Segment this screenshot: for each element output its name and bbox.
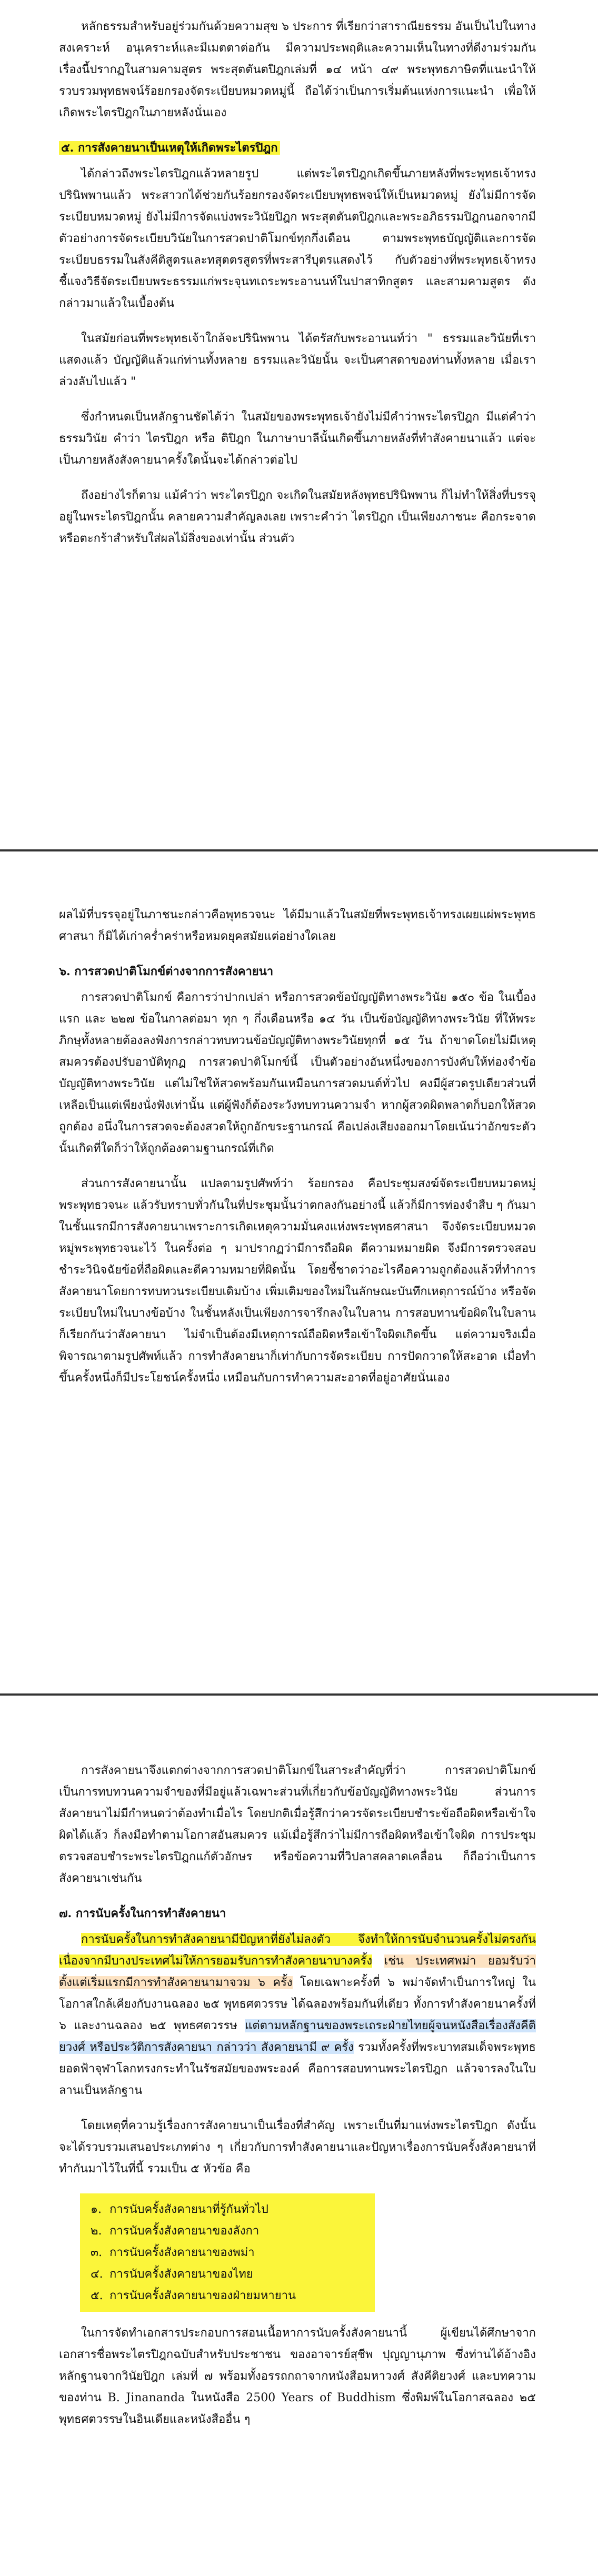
section-heading-6: ๖. การสวดปาติโมกข์ต่างจากการสังคายนา	[59, 965, 274, 978]
paragraph: ถึงอย่างไรก็ตาม แม้คำว่า พระไตรปิฎก จะเกิดในสมัยหลังพุทธปรินิพพาน ก็ไม่ทำให้สิ่งที่บรรจุอยู่ในพระไตรปิฎกนั้น คลายความสำคัญลงเลย เพราะคำว่า ไตรปิฎก เป็นเพียงภาชนะ คือกระจาดหรือตะกร้าสำหรับใส่ผลไม้สิ่งของเท่านั้น ส่วนตัว	[59, 489, 536, 545]
list-item: ๕. การนับครั้งสังคายนาของฝ่ายมหายาน	[91, 2289, 296, 2302]
list-item: ๑. การนับครั้งสังคายนาที่รู้กันทั่วไป	[91, 2203, 268, 2216]
paragraph: ในสมัยก่อนที่พระพุทธเจ้าใกล้จะปรินิพพาน ได้ตรัสกับพระอานนท์ว่า " ธรรมและวินัยที่เราแสดงแล้ว บัญญัติแล้วแก่ท่านทั้งหลาย ธรรมและวินัยนั้น จะเป็นศาสดาของท่านทั้งหลาย เมื่อเราล่วงลับไปแล้ว "	[59, 332, 536, 388]
highlight-peach-span: เช่น ประเทศพม่า ยอมรับว่าตั้งแต่เริ่มแรกมีการทำสังคายนามาจวม ๖ ครั้ง	[59, 1954, 536, 1989]
paragraph: ได้กล่าวถึงพระไตรปิฎกแล้วหลายรูป แต่พระไตรปิฎกเกิดขึ้นภายหลังที่พระพุทธเจ้าทรงปรินิพพานแล้ว พระสาวกได้ช่วยกันร้อยกรองจัดระเบียบพุทธพจน์ให้เป็นหมวดหมู่ ยังไม่มีการจัดระเบียบหมวดหมู่ ยังไม่มีการจัดแบ่งพระวินัยปิฎก พระสุตตันตปิฎกและพระอภิธรรมปิฎกนอกจากมีตัวอย่างการจัดระเบียบวินัยในการสวดปาติโมกข์ทุกกึ่งเดือน ตามพระพุทธบัญญัติและการจัดระเบียบธรรมในสังคีติสูตรและทสุตตรสูตรที่พระสารีบุตรแสดงไว้ กับตัวอย่างที่พระพุทธเจ้าทรงชี้แจงวิธีจัดระเบียบพระธรรมแก่พระจุนทเถระพระอานนท์ในปาสาทิกสูตร และสามคามสูตร ดังกล่าวมาแล้วในเบื้องต้น	[59, 167, 536, 310]
highlight-yellow-span: การนับครั้งในการทำสังคายนามีปัญหาที่ยังไม่ลงตัว จึงทำให้การนับจำนวนครั้งไม่ตรงกันเนื่องจากมีบางประเทศไม่ให้การยอมรับการทำสังคายนาบางครั้ง	[59, 1933, 536, 1968]
paragraph: การสวดปาติโมกข์ คือการว่าปากเปล่า หรือการสวดข้อบัญญัติทางพระวินัย ๑๕๐ ข้อ ในเบื้องแรก และ ๒๒๗ ข้อในกาลต่อมา ทุก ๆ กึ่งเดือนหรือ ๑๔ วัน เป็นข้อบัญญัติทางพระวินัย ที่ให้พระภิกษุทั้งหลายต้องลงฟังการกล่าวทบทวนข้อบัญญัติทางพระวินัยทุกที่ ๑๕ วัน ถ้าขาดโดยไม่มีเหตุสมควรต้องปรับอาบัติทุกฏ การสวดปาติโมกข์นี้ เป็นตัวอย่างอันหนึ่งของการบังคับให้ท่องจำข้อบัญญัติทางพระวินัย แต่ไม่ใช่ให้สวดพร้อมกันเหมือนการสวดมนต์ทั่วไป คงมีผู้สวดรูปเดียวส่วนที่เหลือเป็นแต่เพียงนั่งฟังเท่านั้น แต่ผู้ฟังก็ต้องระวังทบทวนความจำ หากผู้สวดผิดพลาดก็บอกให้สวดถูกต้อง อนึ่งในการสวดจะต้องสวดให้ถูกอักขระฐานกรณ์ คือเปล่งเสียงออกมาโดยเน้นว่าอักขระตัวนั้นเกิดที่ใดก็ว่าให้ถูกต้องตามฐานกรณ์ที่เกิด	[59, 991, 536, 1155]
page-3	[0, 1707, 598, 2576]
paragraph: การสังคายนาจึงแตกต่างจากการสวดปาติโมกข์ในสาระสำคัญที่ว่า การสวดปาติโมกข์เป็นการทบทวนความจำของที่มีอยู่แล้วเฉพาะส่วนที่เกี่ยวกับข้อบัญญัติทางพระวินัย ส่วนการสังคายนาไม่มีกำหนดว่าต้องทำเมื่อไร โดยปกติเมื่อรู้สึกว่าควรจัดระเบียบชำระข้อถือผิดหรือเข้าใจผิดได้แล้ว ก็ลงมือทำตามโอกาสอันสมควร แม้เมื่อรู้สึกว่าไม่มีการถือผิดหรือเข้าใจผิด การประชุมตรวจสอบชำระพระไตรปิฎกแก้ตัวอักษร หรือข้อความที่วิปลาสคลาดเคลื่อน ก็ถือว่าเป็นการสังคายนาเช่นกัน	[59, 1764, 536, 1885]
paragraph: โดยเหตุที่ความรู้เรื่องการสังคายนาเป็นเรื่องที่สำคัญ เพราะเป็นที่มาแห่งพระไตรปิฎก ดังนั้น จะได้รวบรวมเสนอประเภทต่าง ๆ เกี่ยวกับการทำสังคายนาและปัญหาเรื่องการนับครั้งสังคายนาที่ทำกันมาไว้ในที่นี้ รวมเป็น ๕ หัวข้อ คือ	[59, 2119, 536, 2176]
paragraph-highlighted	[59, 1929, 536, 2101]
list-item: ๔. การนับครั้งสังคายนาของไทย	[91, 2268, 253, 2281]
section-heading-5	[59, 137, 536, 159]
section-heading-7: ๗. การนับครั้งในการทำสังคายนา	[59, 1907, 226, 1920]
plain-span: รวมทั้งครั้งที่พระบาทสมเด็จพระพุทธยอดฟ้าจุฬาโลกทรงกระทำในรัชสมัยของพระองค์ คือการสอบทานพระไตรปิฎก แล้วจารลงในใบลานเป็นหลักฐาน	[59, 2041, 536, 2097]
paragraph: ซึ่งกำหนดเป็นหลักฐานชัดได้ว่า ในสมัยของพระพุทธเจ้ายังไม่มีคำว่าพระไตรปิฎก มีแต่คำว่า ธรรมวินัย คำว่า ไตรปิฎก หรือ ติปิฎก ในภาษาบาลีนั้นเกิดขึ้นภายหลังที่ทำสังคายนาแล้ว แต่จะเป็นภายหลังสังคายนาครั้งใดนั้นจะได้กล่าวต่อไป	[59, 410, 536, 467]
paragraph: ในการจัดทำเอกสารประกอบการสอนเนื้อหาการนับครั้งสังคายนานี้ ผู้เขียนได้ศึกษาจากเอกสารชื่อพระไตรปิฎกฉบับสำหรับประชาชน ของอาจารย์สุชีพ ปุญญานุภาพ ซึ่งท่านได้อ้างอิงหลักฐานจากวินัยปิฎก เล่มที่ ๗ พร้อมทั้งอรรถกถาจากหนังสือมหาวงศ์ สังคีติยวงศ์ และบทความของท่าน B. Jinananda ในหนังสือ 2500 Years of Buddhism ซึ่งพิมพ์ในโอกาสฉลอง ๒๕ พุทธศตวรรษในอินเดียและหนังสืออื่น ๆ	[59, 2327, 536, 2426]
highlighted-heading: ๕. การสังคายนาเป็นเหตุให้เกิดพระไตรปิฎก	[59, 141, 280, 155]
plain-span: โดยเฉพาะครั้งที่ ๖ พม่าจัดทำเป็นการใหญ่ ในโอกาสใกล้เคียงกับงานฉลอง ๒๕ พุทธศตวรรษ ได้ฉลองพร้อมกันที่เดียว ทั้งการทำสังคายนาครั้งที่ ๖ และงานฉลอง ๒๕ พุทธศตวรรษ	[59, 1976, 536, 2032]
council-count-list	[80, 2193, 375, 2312]
page-separator	[0, 849, 598, 851]
page-separator	[0, 1693, 598, 1696]
paragraph: ส่วนการสังคายนานั้น แปลตามรูปศัพท์ว่า ร้อยกรอง คือประชุมสงฆ์จัดระเบียบหมวดหมู่พระพุทธวจนะ แล้วรับทราบทั่วกันในที่ประชุมนั้นว่าตกลงกันอย่างนี้ แล้วก็มีการท่องจำสืบ ๆ กันมา ในชั้นแรกมีการสังคายนาเพราะการเกิดเหตุความมั่นคงแห่งพระพุทธศาสนา จึงจัดระเบียบหมวดหมู่พระพุทธวจนะไว้ ในครั้งต่อ ๆ มาปรากฏว่ามีการถือผิด ตีความหมายผิด จึงมีการตรวจสอบชำระวินิจฉัยข้อที่ถือผิดและตีความหมายที่ผิดนั้น โดยชี้ชาดว่าอะไรคือความถูกต้องแล้วที่ทำการสังคายนาโดยการทบทวนระเบียบเดิมบ้าง เพิ่มเติมของใหม่ในลักษณะบันทึกเหตุการณ์บ้าง หรือจัดระเบียบใหม่ในบางข้อบ้าง ในชั้นหลังเป็นเพียงการจารึกลงในใบลาน การสอบทานข้อผิดในใบลาน ก็เรียกกันว่าสังคายนา ไม่จำเป็นต้องมีเหตุการณ์ถือผิดหรือเข้าใจผิดเกิดขึ้น แต่ความจริงเมื่อพิจารณาตามรูปศัพท์แล้ว การทำสังคายนาก็เท่ากับการจัดระเบียบ การปัดกวาดให้สะอาด เมื่อทำขึ้นครั้งหนึ่งก็มีประโยชน์ครั้งหนึ่ง เหมือนกับการทำความสะอาดที่อยู่อาศัยนั่นเอง	[59, 1177, 536, 1385]
page-2	[0, 863, 598, 1680]
highlight-blue-span: แต่ตามหลักฐานของพระเถระฝ่ายไทยผู้จนหนังสือเรื่องสังคีติยวงศ์ หรือประวัติการสังคายนา กล่าวว่า สังคายนามี ๙ ครั้ง	[59, 2019, 536, 2054]
paragraph: ผลไม้ที่บรรจุอยู่ในภาชนะกล่าวคือพุทธวจนะ ได้มีมาแล้วในสมัยที่พระพุทธเจ้าทรงเผยแผ่พระพุทธศาสนา ก็มิได้เก่าคร่ำคร่าหรือหมดยุคสมัยแต่อย่างใดเลย	[59, 908, 536, 943]
list-item: ๒. การนับครั้งสังคายนาของลังกา	[91, 2224, 260, 2238]
paragraph: หลักธรรมสำหรับอยู่ร่วมกันด้วยความสุข ๖ ประการ ที่เรียกว่าสาราณียธรรม อันเป็นไปในทางสงเคราะห์ อนุเคราะห์และมีเมตตาต่อกัน มีความประพฤติและความเห็นในทางที่ดีงามร่วมกัน เรื่องนี้ปรากฏในสามคามสูตร พระสุตตันตปิฎกเล่มที่ ๑๔ หน้า ๔๙ พระพุทธภาษิตที่แนะนำให้รวบรวมพุทธพจน์ร้อยกรองจัดระเบียบหมวดหมู่นี้ ถือได้ว่าเป็นการเริ่มต้นแห่งการแนะนำ เพื่อให้เกิดพระไตรปิฎกในภายหลังนั่นเอง	[59, 20, 536, 119]
list-item: ๓. การนับครั้งสังคายนาของพม่า	[91, 2246, 255, 2259]
page-1	[0, 0, 598, 833]
